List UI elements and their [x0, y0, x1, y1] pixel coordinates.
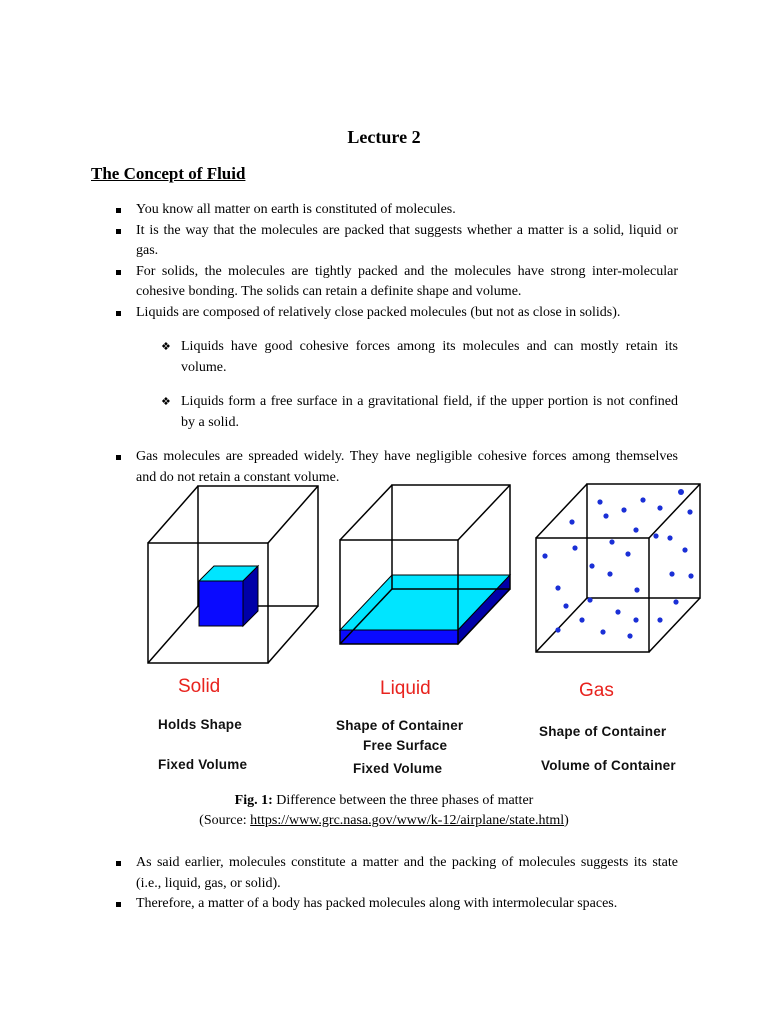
source-prefix: (Source:: [199, 813, 251, 828]
sub-bullet-item: ❖ Liquids form a free surface in a gravitational field, if the upper portion is not confined by a solid.: [181, 392, 678, 433]
figure-caption: [0, 793, 768, 809]
solid-label: Solid: [178, 676, 221, 697]
bullet-list-after-figure: [136, 853, 678, 915]
source-suffix: ): [564, 813, 569, 828]
gas-prop: Shape of Container: [539, 724, 667, 739]
liquid-prop: Shape of Container: [336, 718, 464, 733]
gas-label: Gas: [579, 680, 614, 701]
liquid-label: Liquid: [380, 678, 431, 699]
gas-container-illustration: [536, 484, 700, 652]
gas-prop: Volume of Container: [541, 758, 676, 773]
liquid-liquid-fill: [340, 575, 510, 644]
phases-figure: [140, 470, 710, 780]
figure-source: [0, 813, 768, 829]
caption-label: Fig. 1:: [234, 793, 273, 808]
phases-illustration: [140, 470, 710, 670]
solid-prop: Fixed Volume: [158, 757, 248, 772]
sub-bullet-item: ❖ Liquids have good cohesive forces among its molecules and can mostly retain its volume.: [181, 337, 678, 378]
gas-molecules: [542, 489, 693, 639]
bullet-list: [136, 200, 678, 488]
bullet-item: Gas molecules are spreaded widely. They have negligible cohesive forces among themselves and do not retain a constant volume.: [136, 447, 678, 488]
solid-block: [199, 566, 258, 626]
lecture-title: Lecture 2: [347, 127, 421, 147]
bullet-item: Therefore, a matter of a body has packed molecules along with intermolecular spaces.: [136, 894, 678, 915]
liquid-prop: Fixed Volume: [353, 761, 443, 776]
section-heading: The Concept of Fluid: [91, 164, 246, 183]
bullet-item: It is the way that the molecules are packed that suggests whether a matter is a solid, liquid or gas.: [136, 221, 678, 262]
caption-text: Difference between the three phases of matter: [272, 793, 534, 808]
source-link[interactable]: https://www.grc.nasa.gov/www/k-12/airplane/state.html: [250, 813, 565, 828]
liquid-prop: Free Surface: [363, 738, 448, 753]
bullet-item: As said earlier, molecules constitute a matter and the packing of molecules suggests its state (i.e., liquid, gas, or solid).: [136, 853, 678, 894]
solid-prop: Holds Shape: [158, 717, 242, 732]
bullet-item: For solids, the molecules are tightly packed and the molecules have strong inter-molecular cohesive bonding. The solids can retain a definite shape and volume.: [136, 262, 678, 303]
bullet-item: You know all matter on earth is constituted of molecules.: [136, 200, 678, 221]
bullet-item: Liquids are composed of relatively close packed molecules (but not as close in solids).: [136, 303, 678, 324]
